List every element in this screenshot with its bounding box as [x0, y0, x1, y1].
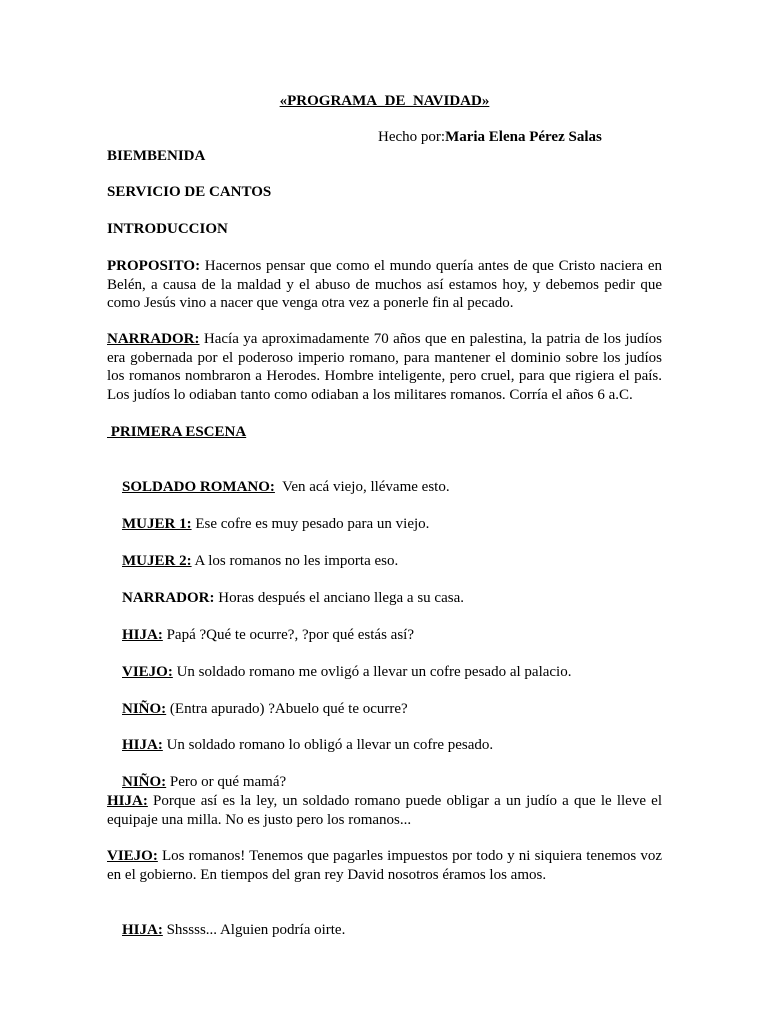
dialogue-line [107, 847, 662, 884]
dialogue-text: Ese cofre es muy pesado para un viejo. [191, 515, 430, 532]
dialogue-text: Un soldado romano me ovligó a llevar un cofre pesado al palacio. [172, 663, 572, 680]
scene-title: PRIMERA ESCENA [107, 424, 247, 440]
purpose-label: PROPOSITO: [107, 258, 201, 274]
narrator-intro-label: NARRADOR: [107, 331, 200, 347]
heading-welcome: BIEMBENIDA [107, 148, 206, 164]
author-line [378, 128, 602, 147]
speaker-label: SOLDADO ROMANO: [122, 478, 275, 495]
heading-songs: SERVICIO DE CANTOS [107, 184, 272, 200]
speaker-label: HIJA: [122, 736, 163, 753]
speaker-label: HIJA: [122, 921, 163, 938]
author-name: Maria Elena Pérez Salas [445, 129, 602, 145]
narrator-intro-paragraph [107, 330, 662, 404]
dialogue-text: Porque así es la ley, un soldado romano puede obligar a un judío a que le lleve el equipaje una milla. No es justo pero los romanos... [107, 793, 662, 828]
heading-intro: INTRODUCCION [107, 221, 228, 237]
dialogue-text: Un soldado romano lo obligó a llevar un cofre pesado. [162, 736, 494, 753]
dialogue-text: Horas después el anciano llega a su casa. [214, 589, 464, 606]
dialogue-text: Ven acá viejo, llévame esto. [274, 478, 450, 495]
speaker-label: MUJER 1: [122, 515, 192, 532]
speaker-label: HIJA: [122, 626, 163, 643]
dialogue-text: A los romanos no les importa eso. [191, 552, 399, 569]
speaker-label: NIÑO: [122, 773, 167, 790]
dialogue-text: Shssss... Alguien podría oirte. [162, 921, 346, 938]
dialogue-line [107, 792, 662, 829]
dialogue-line [107, 902, 662, 958]
speaker-label: NIÑO: [122, 700, 167, 717]
dialogue-text: Pero or qué mamá? [166, 773, 287, 790]
speaker-label: VIEJO: [122, 663, 173, 680]
purpose-paragraph [107, 257, 662, 313]
speaker-label: NARRADOR: [122, 589, 215, 606]
document-page [107, 0, 662, 1024]
speaker-label: VIEJO: [107, 848, 158, 864]
dialogue-text: Los romanos! Tenemos que pagarles impuestos por todo y ni siquiera tenemos voz en el gobierno. En tiempos del gran rey David nosotros éramos los amos. [107, 848, 662, 883]
purpose-text: Hacernos pensar que como el mundo quería antes de que Cristo naciera en Belén, a causa de la maldad y el abuso de muchos así estamos hoy, y debemos pedir que como Jesús vino a nacer que venga otra vez a ponerle fin al pecado. [107, 258, 663, 311]
speaker-label: MUJER 2: [122, 552, 192, 569]
dialogue-text: Papá ?Qué te ocurre?, ?por qué estás así? [162, 626, 414, 643]
speaker-label: HIJA: [107, 793, 148, 809]
narrator-intro-text: Hacía ya aproximadamente 70 años que en palestina, la patria de los judíos era gobernada por el poderoso imperio romano, para mantener el dominio sobre los judíos los romanos nombraron a Herodes. Hombre inteligente, pero cruel, para que rigiera el país. Los judíos lo odiaban tanto como odiaban a los militares romanos. Corría el años 6 a.C. [107, 331, 663, 403]
author-prefix: Hecho por: [378, 129, 446, 145]
dialogue-text: (Entra apurado) ?Abuelo qué te ocurre? [166, 700, 408, 717]
document-title: «PROGRAMA_DE_NAVIDAD» [279, 93, 490, 109]
